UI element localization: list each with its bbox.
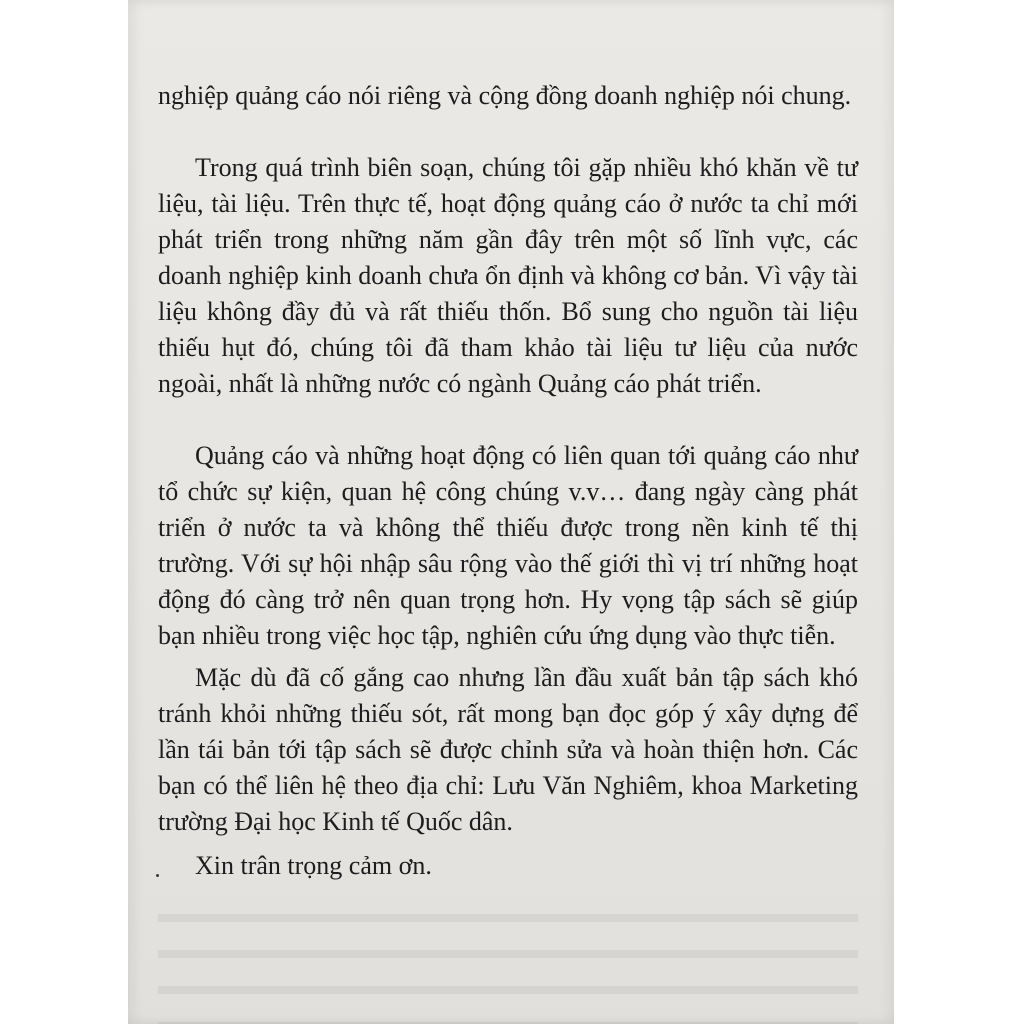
paragraph-2: Trong quá trình biên soạn, chúng tôi gặp nhiều khó khăn về tư liệu, tài liệu. Trên thực tế, hoạt động quảng cáo ở nước ta chỉ mới phát triển trong những năm gần đây trên một số lĩnh vực, các doanh nghiệp kinh doanh chưa ổn định và không cơ bản. Vì vậy tài liệu không đầy đủ và rất thiếu thốn. Bổ sung cho nguồn tài liệu thiếu hụt đó, chúng tôi đã tham khảo tài liệu tư liệu của nước ngoài, nhất là những nước có ngành Quảng cáo phát triển. xyxy=(158,153,858,398)
paragraph-4: Mặc dù đã cố gắng cao nhưng lần đầu xuất bản tập sách khó tránh khỏi những thiếu sót, rất mong bạn đọc góp ý xây dựng để lần tái bản tới tập sách sẽ được chỉnh sửa và hoàn thiện hơn. Các bạn có thể liên hệ theo địa chỉ: Lưu Văn Nghiêm, khoa Marketing trường Đại học Kinh tế Quốc dân. xyxy=(158,663,858,836)
paragraph-3: Quảng cáo và những hoạt động có liên quan tới quảng cáo như tổ chức sự kiện, quan hệ công chúng v.v… đang ngày càng phát triển ở nước ta và không thể thiếu được trong nền kinh tế thị trường. Với sự hội nhập sâu rộng vào thế giới thì vị trí những hoạt động đó càng trở nên quan trọng hơn. Hy vọng tập sách sẽ giúp bạn nhiều trong việc học tập, nghiên cứu ứng dụng vào thực tiễn. xyxy=(158,441,858,650)
paragraph-closing: Xin trân trọng cảm ơn. xyxy=(195,851,432,880)
ink-speck xyxy=(156,874,159,877)
bleed-through-text xyxy=(158,900,858,1024)
paragraph-1: nghiệp quảng cáo nói riêng và cộng đồng doanh nghiệp nói chung. xyxy=(158,81,852,110)
